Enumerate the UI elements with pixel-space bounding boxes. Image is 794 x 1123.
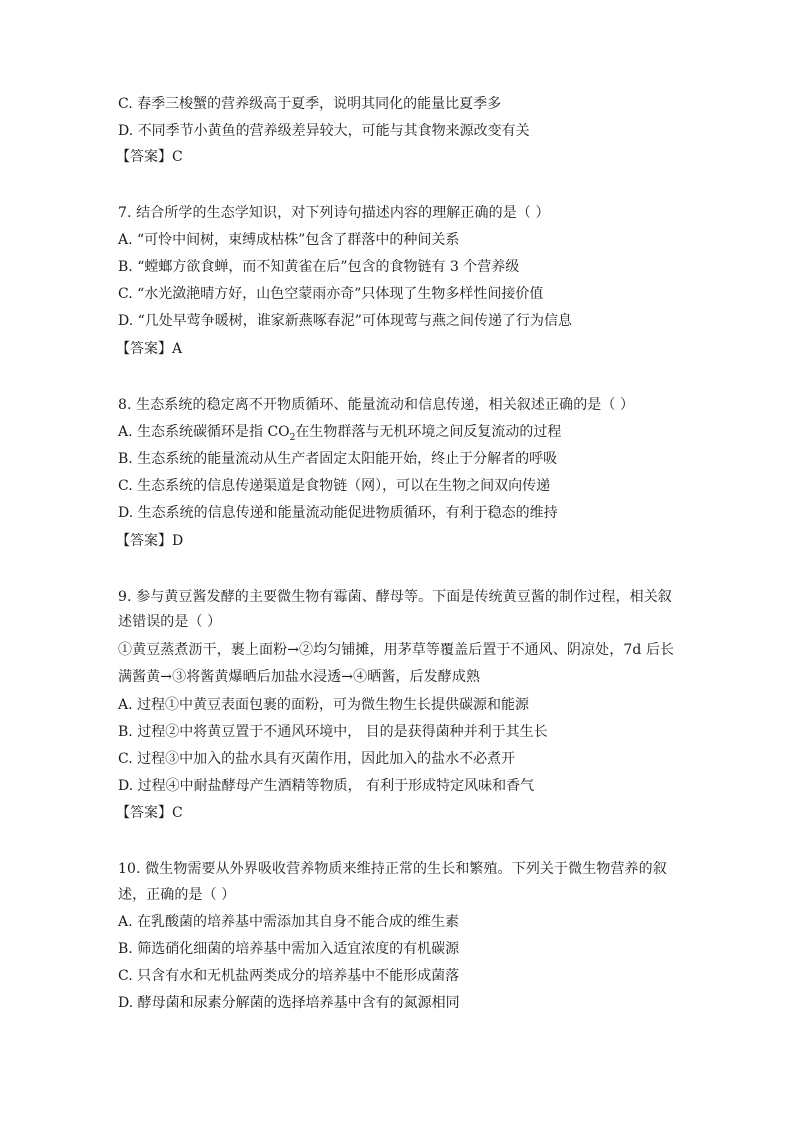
q7-option-d: D. “几处早莺争暖树，谁家新燕啄春泥”可体现莺与燕之间传递了行为信息 bbox=[118, 313, 572, 329]
q6-option-c: C. 春季三梭蟹的营养级高于夏季，说明其同化的能量比夏季多 bbox=[118, 96, 502, 112]
q8-option-a-post: 在生物群落与无机环境之间反复流动的过程 bbox=[295, 424, 562, 440]
q8-answer: 【答案】D bbox=[116, 533, 184, 549]
q9-option-a: A. 过程①中黄豆表面包裹的面粉，可为微生物生长提供碳源和能源 bbox=[118, 697, 530, 713]
q8-option-d: D. 生态系统的信息传递和能量流动能促进物质循环，有利于稳态的维持 bbox=[118, 505, 558, 521]
q8-option-a-pre: A. 生态系统碳循环是指 CO bbox=[118, 424, 290, 440]
q6-answer: 【答案】C bbox=[116, 149, 183, 165]
q9-option-d: D. 过程④中耐盐酵母产生酒精等物质， 有利于形成特定风味和香气 bbox=[118, 778, 535, 794]
q7-answer: 【答案】A bbox=[116, 341, 183, 357]
q10-option-b: B. 筛选硝化细菌的培养基中需加入适宜浓度的有机碳源 bbox=[118, 941, 460, 957]
q8-option-b: B. 生态系统的能量流动从生产者固定太阳能开始，终止于分解者的呼吸 bbox=[118, 451, 558, 467]
q7-option-a: A. “可怜中间树，束缚成枯株”包含了群落中的种间关系 bbox=[118, 232, 460, 248]
q9-answer: 【答案】C bbox=[116, 805, 183, 821]
q10-option-d: D. 酵母菌和尿素分解菌的选择培养基中含有的氮源相同 bbox=[118, 995, 460, 1011]
q9-stem-line2: 述错误的是（ ） bbox=[118, 614, 222, 630]
q8-option-a bbox=[118, 423, 682, 441]
q9-option-c: C. 过程③中加入的盐水具有灭菌作用，因此加入的盐水不必煮开 bbox=[118, 751, 516, 767]
q7-option-c: C. “水光潋滟晴方好，山色空蒙雨亦奇”只体现了生物多样性间接价值 bbox=[118, 286, 544, 302]
q7-option-b: B. “螳螂方欲食蝉，而不知黄雀在后”包含的食物链有 3 个营养级 bbox=[118, 259, 520, 275]
q9-process-line2: 满酱黄→③将酱黄爆晒后加盐水浸透→④晒酱，后发酵成熟 bbox=[118, 669, 481, 685]
q8-option-c: C. 生态系统的信息传递渠道是食物链（网），可以在生物之间双向传递 bbox=[118, 478, 551, 494]
q10-stem-line1: 10. 微生物需要从外界吸收营养物质来维持正常的生长和繁殖。下列关于微生物营养的叙 bbox=[118, 861, 667, 877]
q9-stem-line1: 9. 参与黄豆酱发酵的主要微生物有霉菌、酵母等。下面是传统黄豆酱的制作过程，相关叙 bbox=[118, 589, 672, 605]
q6-option-d: D. 不同季节小黄鱼的营养级差异较大，可能与其食物来源改变有关 bbox=[118, 123, 530, 139]
q9-option-b: B. 过程②中将黄豆置于不通风环境中， 目的是获得菌种并利于其生长 bbox=[118, 724, 548, 740]
q10-stem-line2: 述，正确的是（ ） bbox=[118, 887, 236, 903]
q10-option-c: C. 只含有水和无机盐两类成分的培养基中不能形成菌落 bbox=[118, 968, 460, 984]
q10-option-a: A. 在乳酸菌的培养基中需添加其自身不能合成的维生素 bbox=[118, 914, 460, 930]
q7-stem: 7. 结合所学的生态学知识，对下列诗句描述内容的理解正确的是（ ） bbox=[118, 205, 550, 221]
q8-stem: 8. 生态系统的稳定离不开物质循环、能量流动和信息传递，相关叙述正确的是（ ） bbox=[118, 397, 635, 413]
q8-option-a-subscript: 2 bbox=[289, 432, 296, 443]
q9-process-line1: ①黄豆蒸煮沥干，裹上面粉→②均匀铺摊，用茅草等覆盖后置于不通风、阴凉处，7d 后长 bbox=[118, 642, 675, 658]
